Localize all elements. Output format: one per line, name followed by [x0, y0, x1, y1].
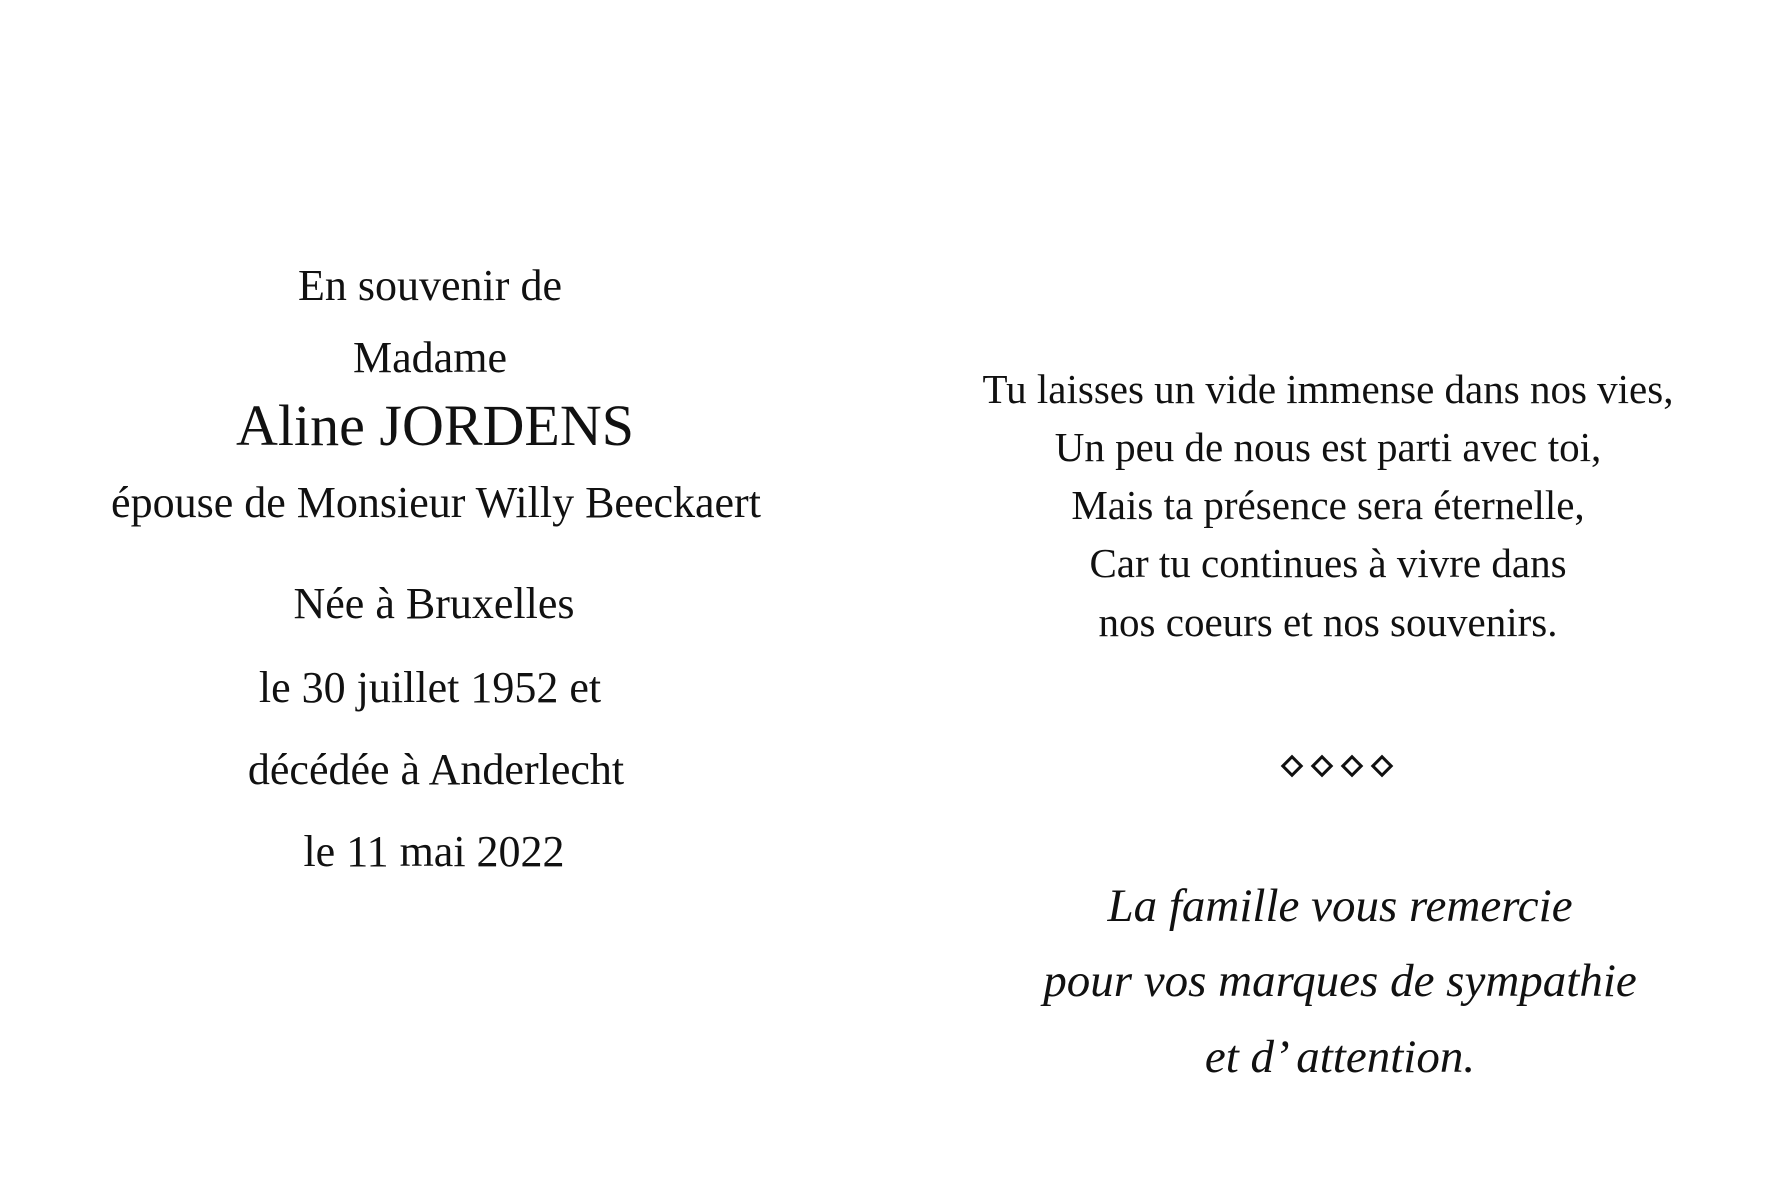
thanks-line: pour vos marques de sympathie: [1043, 955, 1637, 1007]
poem-line: Mais ta présence sera éternelle,: [1071, 482, 1585, 528]
thanks-line: et d’ attention.: [1204, 1031, 1476, 1083]
deceased-name: Aline JORDENS: [236, 393, 634, 458]
spouse-text: épouse de Monsieur Willy Beeckaert: [111, 478, 761, 527]
poem-line: Car tu continues à vivre dans: [1089, 540, 1567, 586]
honorific-text: Madame: [353, 333, 507, 382]
poem-line: Un peu de nous est parti avec toi,: [1054, 424, 1602, 470]
in-memory-of-text: En souvenir de: [298, 261, 562, 310]
ornament-divider: [1284, 758, 1390, 774]
birth-date-text: le 30 juillet 1952 et: [258, 663, 602, 712]
diamond-outline-icon: [1341, 755, 1364, 778]
thanks-line: La famille vous remercie: [1107, 880, 1573, 932]
diamond-outline-icon: [1371, 755, 1394, 778]
poem-line: nos coeurs et nos souvenirs.: [1098, 599, 1558, 645]
birth-place-text: Née à Bruxelles: [293, 579, 575, 628]
diamond-outline-icon: [1311, 755, 1334, 778]
death-place-text: décédée à Anderlecht: [247, 745, 625, 794]
diamond-outline-icon: [1281, 755, 1304, 778]
death-date-text: le 11 mai 2022: [303, 827, 565, 876]
poem-line: Tu laisses un vide immense dans nos vies,: [982, 366, 1674, 412]
